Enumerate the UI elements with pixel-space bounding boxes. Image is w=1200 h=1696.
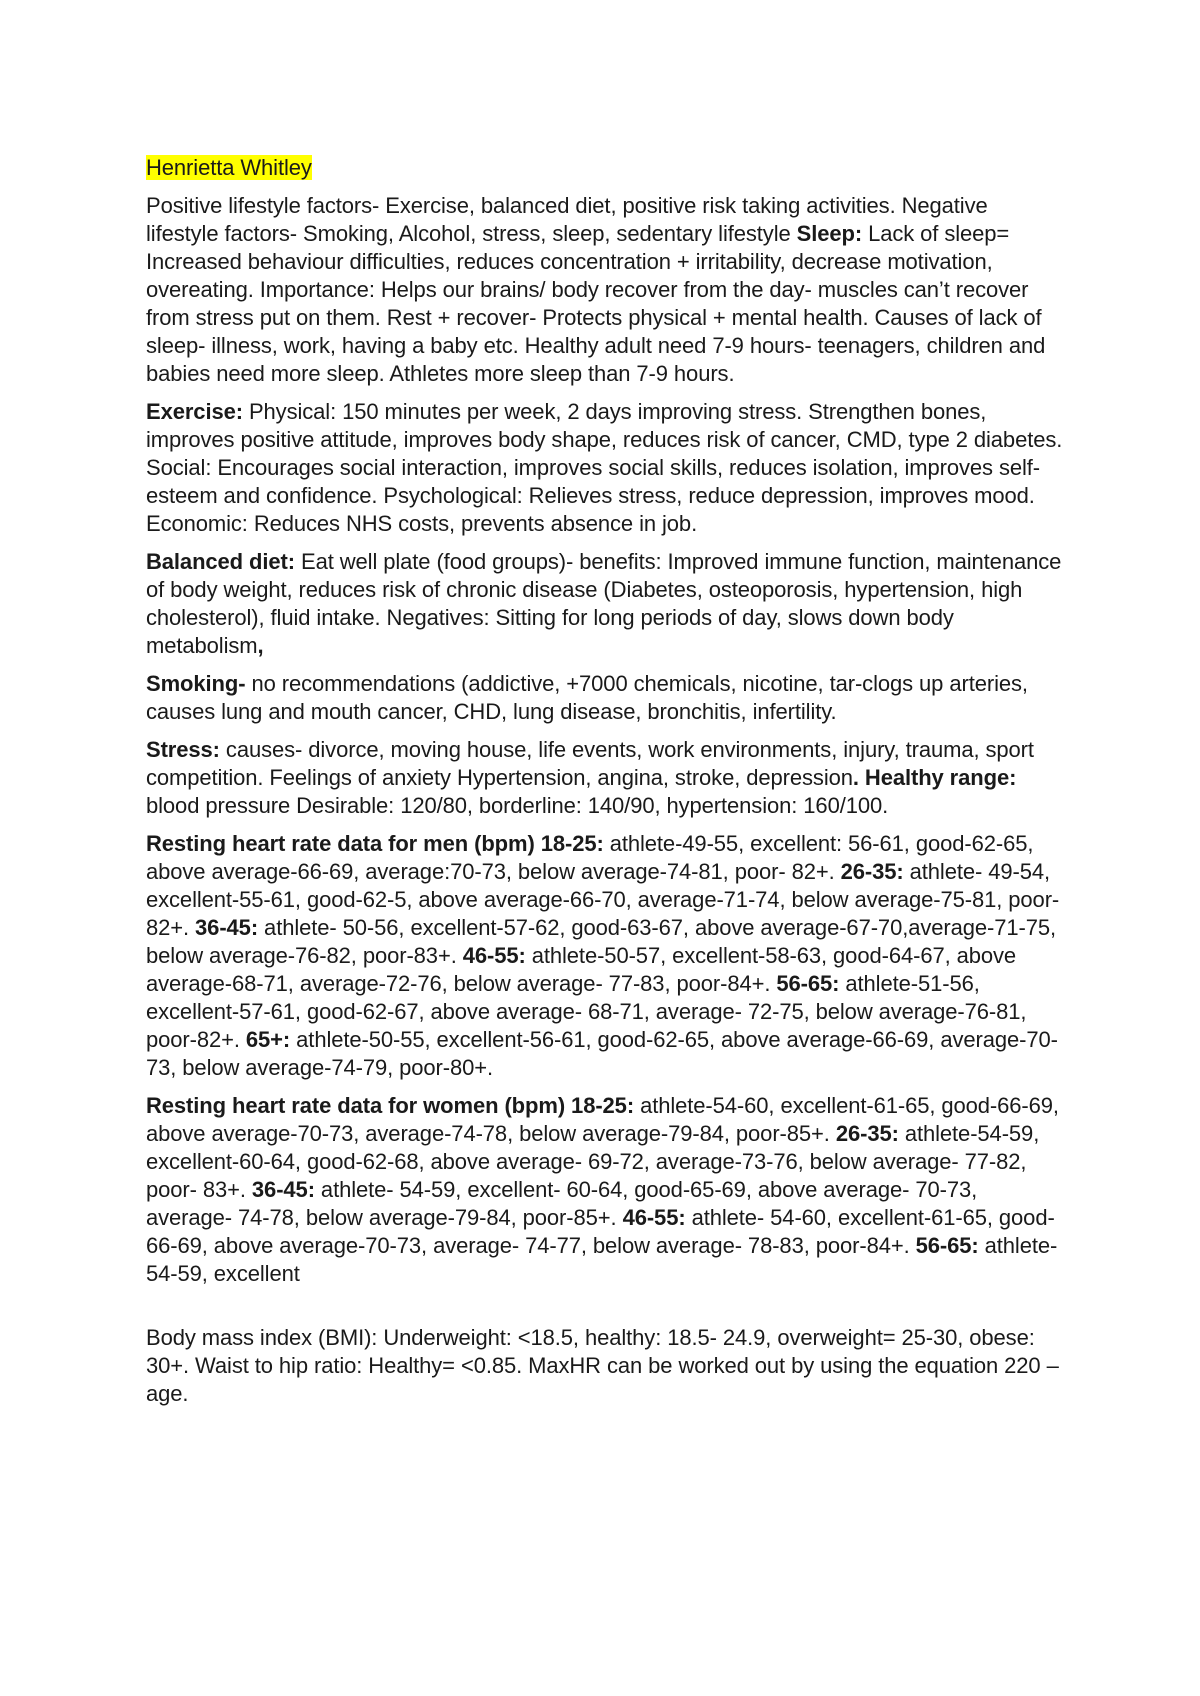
women-heart-rate-paragraph bbox=[146, 1092, 1066, 1288]
men-46-55-values: athlete-50-57, excellent-58-63, good-64-67, above average-68-71, average-72-76, below average- 77-83, poor-84+. bbox=[146, 943, 1017, 996]
positive-factors-text: Positive lifestyle factors- Exercise, balanced diet, positive risk taking activities. bbox=[146, 193, 896, 218]
women-36-45-heading: 36-45: bbox=[251, 1177, 315, 1202]
intro-paragraph bbox=[146, 192, 1066, 388]
men-heart-rate-paragraph bbox=[146, 830, 1066, 1082]
men-65-plus-heading: 65+: bbox=[245, 1027, 291, 1052]
women-18-25-values: athlete-54-60, excellent-61-65, good-66-69, above average-70-73, average-74-78, below average-79-84, poor-85+. bbox=[146, 1093, 1059, 1146]
men-46-55-heading: 46-55: bbox=[462, 943, 526, 968]
smoking-text: no recommendations (addictive, +7000 chemicals, nicotine, tar-clogs up arteries, causes lung and mouth cancer, CHD, lung disease, bronchitis, infertility. bbox=[146, 671, 1028, 724]
smoking-heading: Smoking- bbox=[146, 671, 246, 696]
men-26-35-heading: 26-35: bbox=[840, 859, 904, 884]
women-46-55-heading: 46-55: bbox=[622, 1205, 686, 1230]
women-56-65-heading: 56-65: bbox=[915, 1233, 979, 1258]
exercise-paragraph bbox=[146, 398, 1066, 538]
women-46-55-values: athlete- 54-60, excellent-61-65, good-66-69, above average-70-73, average- 74-77, below average- 78-83, poor-84+. bbox=[146, 1205, 1055, 1258]
author-line bbox=[146, 154, 1066, 182]
exercise-heading: Exercise: bbox=[146, 399, 243, 424]
men-56-65-values: athlete-51-56, excellent-57-61, good-62-67, above average- 68-71, average- 72-75, below average-76-81, poor-82+. bbox=[146, 971, 1027, 1052]
bmi-paragraph bbox=[146, 1324, 1066, 1408]
men-36-45-values: athlete- 50-56, excellent-57-62, good-63-67, above average-67-70,average-71-75, below average-76-82, poor-83+. bbox=[146, 915, 1057, 968]
sleep-heading: Sleep: bbox=[796, 221, 863, 246]
women-heading: Resting heart rate data for women (bpm) 18-25: bbox=[146, 1093, 635, 1118]
men-18-25-values: athlete-49-55, excellent: 56-61, good-62-65, above average-66-69, average:70-73, below average-74-81, poor- 82+. bbox=[146, 831, 1034, 884]
exercise-text: Physical: 150 minutes per week, 2 days improving stress. Strengthen bones, improves positive attitude, improves body shape, reduces risk of cancer, CMD, type 2 diabetes. Social: Encourages social interaction, improves social skills, reduces isolation, improves self-esteem and confidence. Psychological: Relieves stress, reduce depression, improves mood. Economic: Reduces NHS costs, prevents absence in job. bbox=[146, 399, 1063, 536]
document-page bbox=[146, 154, 1066, 1418]
stress-text: causes- divorce, moving house, life events, work environments, injury, trauma, sport competition. Feelings of anxiety Hypertension, angina, stroke, depression bbox=[146, 737, 1034, 790]
women-36-45-values: athlete- 54-59, excellent- 60-64, good-65-69, above average- 70-73, average- 74-78, below average-79-84, poor-85+. bbox=[146, 1177, 978, 1230]
men-heading: Resting heart rate data for men (bpm) 18-25: bbox=[146, 831, 604, 856]
women-56-65-values: athlete-54-59, excellent bbox=[146, 1233, 1058, 1286]
men-65-plus-values: athlete-50-55, excellent-56-61, good-62-65, above average-66-69, average-70-73, below average-74-79, poor-80+. bbox=[146, 1027, 1058, 1080]
diet-text: Eat well plate (food groups)- benefits: Improved immune function, maintenance of body weight, reduces risk of chronic disease (Diabetes, osteoporosis, hypertension, high cholesterol), fluid intake. Negatives: Sitting for long periods of day, slows down body metabolism bbox=[146, 549, 1062, 658]
stress-paragraph bbox=[146, 736, 1066, 820]
women-26-35-values: athlete-54-59, excellent-60-64, good-62-68, above average- 69-72, average-73-76, below average- 77-82, poor- 83+. bbox=[146, 1121, 1040, 1202]
diet-heading: Balanced diet: bbox=[146, 549, 295, 574]
author-name: Henrietta Whitley bbox=[146, 155, 312, 180]
men-56-65-heading: 56-65: bbox=[776, 971, 840, 996]
men-26-35-values: athlete- 49-54, excellent-55-61, good-62-5, above average-66-70, average-71-74, below average-75-81, poor-82+. bbox=[146, 859, 1060, 940]
diet-paragraph bbox=[146, 548, 1066, 660]
negative-factors-text: Negative lifestyle factors- Smoking, Alcohol, stress, sleep, sedentary lifestyle bbox=[146, 193, 988, 246]
bmi-text: Body mass index (BMI): Underweight: <18.5, healthy: 18.5- 24.9, overweight= 25-30, obese: 30+. Waist to hip ratio: Healthy= <0.85. MaxHR can be worked out by using the equation 220 – age. bbox=[146, 1325, 1059, 1406]
healthy-range-text: blood pressure Desirable: 120/80, borderline: 140/90, hypertension: 160/100. bbox=[146, 793, 889, 818]
sleep-text: Lack of sleep= Increased behaviour difficulties, reduces concentration + irritability, decrease motivation, overeating. Importance: Helps our brains/ body recover from the day- muscles can’t recover from stress put on them. Rest + recover- Protects physical + mental health. Causes of lack of sleep- illness, work, having a baby etc. Healthy adult need 7-9 hours- teenagers, children and babies need more sleep. Athletes more sleep than 7-9 hours. bbox=[146, 221, 1046, 386]
stress-dot: . bbox=[852, 765, 859, 790]
smoking-paragraph bbox=[146, 670, 1066, 726]
men-36-45-heading: 36-45: bbox=[195, 915, 259, 940]
stress-heading: Stress: bbox=[146, 737, 220, 762]
diet-end-comma: , bbox=[257, 633, 264, 658]
healthy-range-heading: Healthy range: bbox=[858, 765, 1017, 790]
women-26-35-heading: 26-35: bbox=[835, 1121, 899, 1146]
